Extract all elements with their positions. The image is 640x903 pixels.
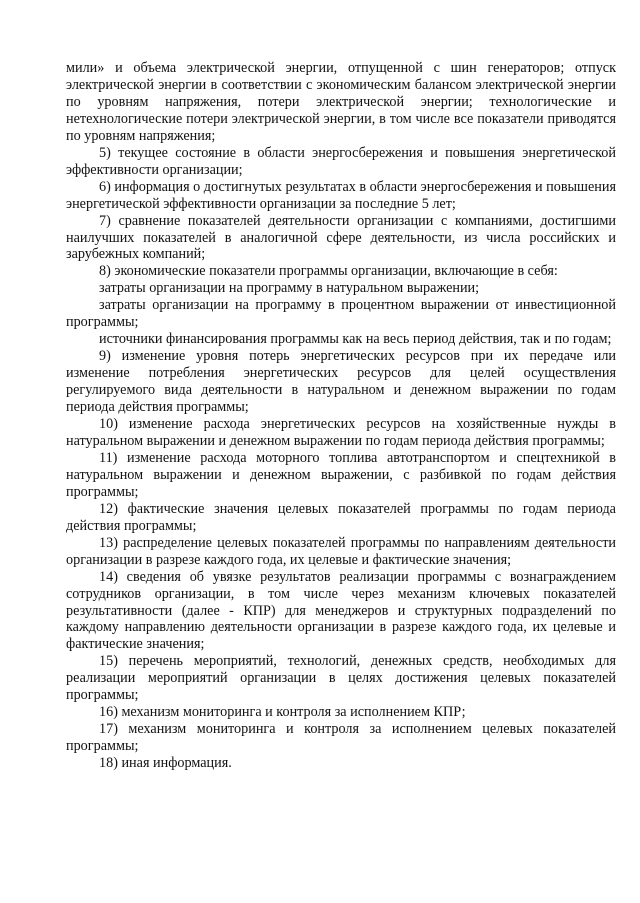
paragraph-item-17: 17) механизм мониторинга и контроля за исполнением целевых показателей программы; [66, 721, 616, 755]
paragraph-item-8-funding-sources: источники финансирования программы как на весь период действия, так и по годам; [99, 331, 612, 348]
paragraph-item-18: 18) иная информация. [99, 755, 232, 772]
paragraph-item-14: 14) сведения об увязке результатов реализации программы с вознаграждением сотрудников организации, в том числе через механизм ключевых показателей результативности (далее - КПР) для менеджеров и структурных подразделений по каждому направлению деятельности организации в разрезе каждого года, их целевые и фактические значения; [66, 568, 616, 653]
paragraph-item-8-costs-natural: затраты организации на программу в натуральном выражении; [99, 280, 480, 297]
paragraph-item-5: 5) текущее состояние в области энергосбережения и повышения энергетической эффективности организации; [66, 144, 616, 178]
paragraph-item-7: 7) сравнение показателей деятельности организации с компаниями, достигшими наилучших показателей в аналогичной сфере деятельности, из числа российских и зарубежных компаний; [66, 212, 616, 263]
paragraph-item-6: 6) информация о достигнутых результатах в области энергосбережения и повышения энергетической эффективности организации за последние 5 лет; [66, 178, 616, 212]
paragraph-item-10: 10) изменение расхода энергетических ресурсов на хозяйственные нужды в натуральном выражении и денежном выражении по годам периода действия программы; [66, 416, 616, 449]
paragraph-continuation: мили» и объема электрической энергии, отпущенной с шин генераторов; отпуск электрической энергии в соответствии с экономическим балансом электрической энергии по уровням напряжения, потери электрической энергии; технологические и нетехнологические потери электрической энергии, в том числе все показатели приводятся по уровням напряжения; [66, 60, 616, 144]
paragraph-item-9: 9) изменение уровня потерь энергетических ресурсов при их передаче или изменение потребления энергетических ресурсов для целей осуществления регулируемого вида деятельности в натуральном и денежном выражении по годам периода действия программы; [66, 348, 616, 416]
paragraph-item-12: 12) фактические значения целевых показателей программы по годам периода действия программы; [66, 500, 616, 534]
paragraph-item-8-costs-percent: затраты организации на программу в процентном выражении от инвестиционной программы; [66, 297, 616, 331]
paragraph-item-11: 11) изменение расхода моторного топлива автотранспортом и спецтехникой в натуральном выражении и денежном выражении, с разбивкой по годам действия программы; [66, 449, 616, 500]
paragraph-item-13: 13) распределение целевых показателей программы по направлениям деятельности организации в разрезе каждого года, их целевые и фактические значения; [66, 534, 616, 568]
paragraph-item-15: 15) перечень мероприятий, технологий, денежных средств, необходимых для реализации мероприятий организации в целях достижения целевых показателей программы; [66, 653, 616, 704]
paragraph-item-16: 16) механизм мониторинга и контроля за исполнением КПР; [99, 704, 466, 721]
paragraph-item-8: 8) экономические показатели программы организации, включающие в себя: [99, 263, 558, 280]
